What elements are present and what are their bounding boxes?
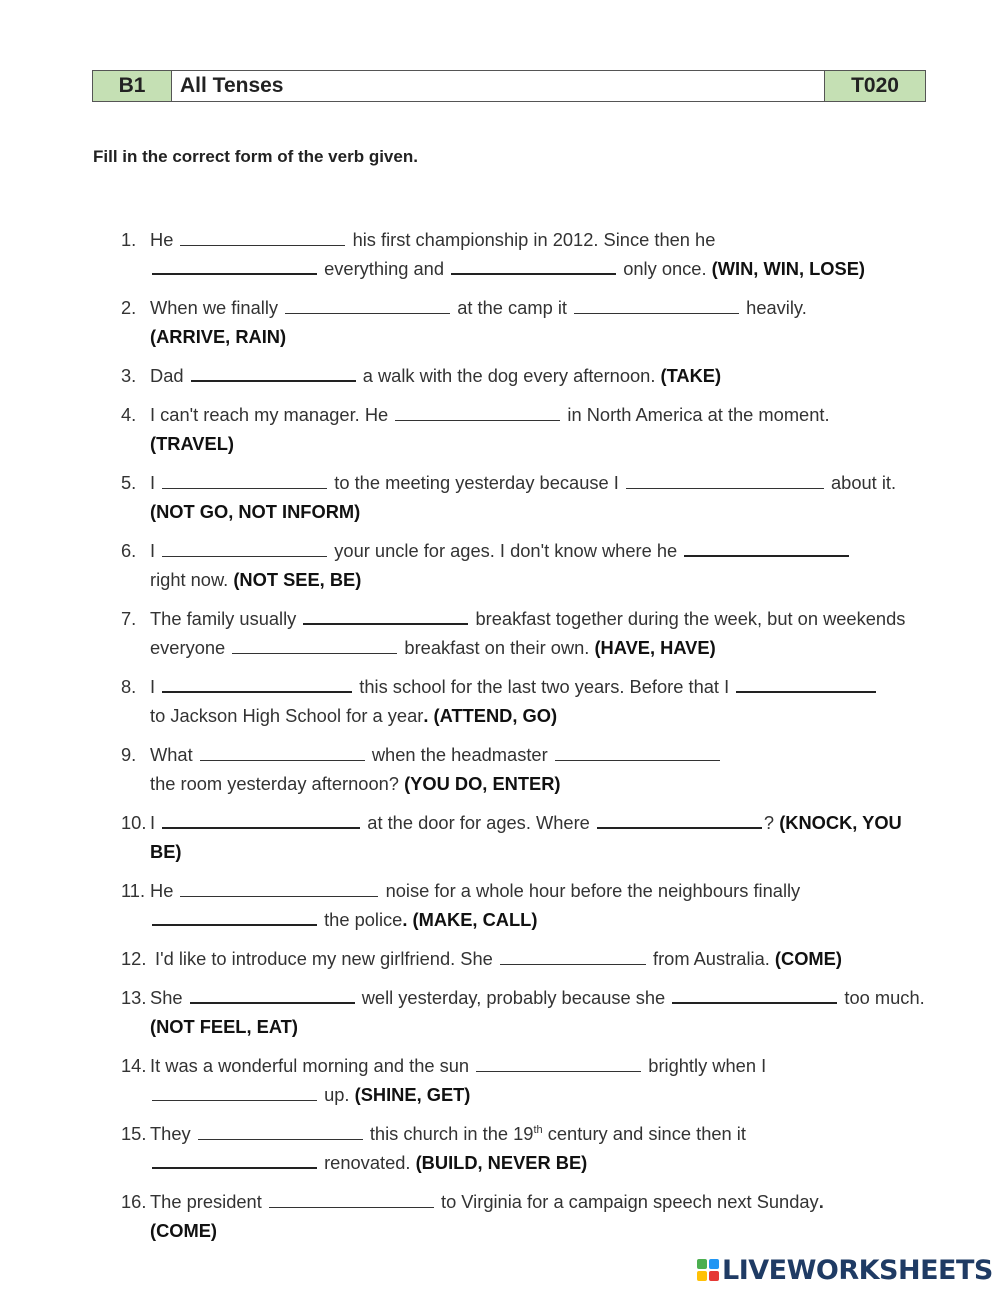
exercise-list [121, 225, 926, 1255]
exercise-text: What [150, 744, 193, 765]
exercise-text: I [150, 676, 156, 697]
exercise-text: when the headmaster [371, 744, 548, 765]
answer-blank[interactable] [162, 538, 327, 557]
exercise-text: renovated. [324, 1152, 411, 1173]
answer-blank[interactable] [500, 946, 646, 965]
exercise-text: I [150, 812, 156, 833]
answer-blank[interactable] [180, 227, 345, 246]
exercise-text: about it. [831, 472, 897, 493]
answer-blank[interactable] [152, 906, 317, 926]
exercise-11 [121, 876, 926, 934]
exercise-number: 14. [121, 1055, 147, 1076]
answer-blank[interactable] [191, 362, 356, 382]
answer-blank[interactable] [672, 984, 837, 1004]
verb-hint: (NOT GO, NOT INFORM) [150, 501, 361, 522]
answer-blank[interactable] [451, 255, 616, 275]
exercise-text: It was a wonderful morning and the sun [150, 1055, 470, 1076]
exercise-text: in North America at the moment. [567, 404, 830, 425]
exercise-text: I can't reach my manager. He [150, 404, 389, 425]
exercise-text: up. [324, 1084, 350, 1105]
answer-blank[interactable] [180, 878, 378, 897]
exercise-text: your uncle for ages. I don't know where he [334, 540, 678, 561]
verb-hint: (HAVE, HAVE) [594, 637, 716, 658]
exercise-text: ? [763, 812, 775, 833]
exercise-text: brightly when I [648, 1055, 767, 1076]
exercise-text: I [150, 540, 156, 561]
exercise-3 [121, 361, 926, 390]
answer-blank[interactable] [285, 295, 450, 314]
exercise-number: 7. [121, 608, 137, 629]
exercise-text: heavily. [746, 297, 807, 318]
exercise-5 [121, 468, 926, 526]
code-cell: T020 [824, 71, 925, 101]
verb-hint: (WIN, WIN, LOSE) [711, 258, 865, 279]
verb-hint: . (ATTEND, GO) [423, 705, 558, 726]
exercise-number: 1. [121, 229, 137, 250]
answer-blank[interactable] [152, 1082, 317, 1101]
period: . [818, 1191, 824, 1212]
verb-hint: (BUILD, NEVER BE) [415, 1152, 588, 1173]
exercise-number: 16. [121, 1191, 147, 1212]
exercise-text: from Australia. [652, 948, 770, 969]
exercise-text: He [150, 880, 174, 901]
exercise-number: 11. [121, 880, 146, 901]
exercise-text: at the door for ages. Where [367, 812, 590, 833]
exercise-number: 8. [121, 676, 137, 697]
exercise-6 [121, 536, 926, 594]
exercise-number: 4. [121, 404, 137, 425]
exercise-text: The president [150, 1191, 262, 1212]
exercise-9 [121, 740, 926, 798]
answer-blank[interactable] [162, 470, 327, 489]
answer-blank[interactable] [162, 673, 352, 693]
exercise-number: 12. [121, 948, 147, 969]
answer-blank[interactable] [736, 673, 876, 693]
exercise-text: century and since then it [547, 1123, 746, 1144]
exercise-text: Dad [150, 365, 184, 386]
exercise-text: everything and [324, 258, 445, 279]
answer-blank[interactable] [200, 742, 365, 761]
title-cell: All Tenses [180, 74, 284, 97]
answer-blank[interactable] [303, 605, 468, 625]
answer-blank[interactable] [395, 402, 560, 421]
exercise-text: to Jackson High School for a year [150, 705, 424, 726]
exercise-number: 3. [121, 365, 137, 386]
exercise-text: this school for the last two years. Before that I [359, 676, 730, 697]
level-cell: B1 [93, 71, 172, 101]
exercise-1 [121, 225, 926, 283]
verb-hint: (SHINE, GET) [354, 1084, 471, 1105]
exercise-7 [121, 604, 926, 662]
answer-blank[interactable] [684, 537, 849, 557]
verb-hint: (ARRIVE, RAIN) [150, 326, 287, 347]
exercise-text: When we finally [150, 297, 279, 318]
verb-hint: (COME) [150, 1220, 218, 1241]
verb-hint: (TRAVEL) [150, 433, 234, 454]
answer-blank[interactable] [626, 470, 824, 489]
exercise-13 [121, 983, 926, 1041]
logo-text: LIVEWORKSHEETS [722, 1254, 993, 1286]
exercise-10 [121, 808, 926, 866]
exercise-14 [121, 1051, 926, 1109]
answer-blank[interactable] [198, 1121, 363, 1140]
exercise-text: I [150, 472, 156, 493]
exercise-text: He [150, 229, 174, 250]
exercise-text: well yesterday, probably because she [361, 987, 666, 1008]
exercise-text: right now. [150, 569, 229, 590]
answer-blank[interactable] [152, 255, 317, 275]
exercise-text: I'd like to introduce my new girlfriend. She [155, 948, 493, 969]
exercise-number: 10. [121, 812, 147, 833]
verb-hint: (TAKE) [660, 365, 722, 386]
exercise-text: at the camp it [457, 297, 567, 318]
exercise-text: to Virginia for a campaign speech next Sunday [440, 1191, 819, 1212]
exercise-16 [121, 1187, 926, 1245]
exercise-text: to the meeting yesterday because I [334, 472, 619, 493]
exercise-number: 6. [121, 540, 137, 561]
answer-blank[interactable] [190, 984, 355, 1004]
exercise-number: 2. [121, 297, 137, 318]
answer-blank[interactable] [152, 1149, 317, 1169]
exercise-4 [121, 400, 926, 458]
exercise-text: The family usually [150, 608, 297, 629]
exercise-number: 13. [121, 987, 147, 1008]
exercise-8 [121, 672, 926, 730]
exercise-text: the room yesterday afternoon? [150, 773, 399, 794]
exercise-number: 9. [121, 744, 137, 765]
superscript: th [533, 1123, 543, 1136]
exercise-text: the police [324, 909, 403, 930]
verb-hint: (KNOCK, YOU BE) [150, 812, 902, 862]
exercise-12 [121, 944, 926, 973]
exercise-number: 15. [121, 1123, 147, 1144]
exercise-text: a walk with the dog every afternoon. [362, 365, 656, 386]
verb-hint: (YOU DO, ENTER) [404, 773, 561, 794]
header-table [92, 70, 926, 102]
answer-blank[interactable] [476, 1053, 641, 1072]
answer-blank[interactable] [555, 742, 720, 761]
exercise-2 [121, 293, 926, 351]
exercise-number: 5. [121, 472, 137, 493]
answer-blank[interactable] [232, 635, 397, 654]
instruction-text: Fill in the correct form of the verb given. [93, 147, 418, 166]
exercise-text: breakfast together during the week, but on weekends everyone [150, 608, 906, 658]
answer-blank[interactable] [162, 809, 360, 829]
answer-blank[interactable] [574, 295, 739, 314]
verb-hint: . (MAKE, CALL) [402, 909, 538, 930]
liveworksheets-logo [697, 1254, 993, 1286]
verb-hint: (NOT FEEL, EAT) [150, 1016, 298, 1037]
exercise-text: She [150, 987, 183, 1008]
exercise-text: breakfast on their own. [404, 637, 590, 658]
exercise-text: They [150, 1123, 191, 1144]
verb-hint: (NOT SEE, BE) [233, 569, 362, 590]
logo-icon [697, 1259, 719, 1281]
exercise-text: only once. [623, 258, 707, 279]
answer-blank[interactable] [597, 809, 762, 829]
verb-hint: (COME) [774, 948, 842, 969]
exercise-text: his first championship in 2012. Since then he [352, 229, 716, 250]
exercise-15 [121, 1119, 926, 1177]
exercise-text: too much. [844, 987, 925, 1008]
answer-blank[interactable] [269, 1189, 434, 1208]
exercise-text: this church in the 19 [369, 1123, 534, 1144]
exercise-text: noise for a whole hour before the neighbours finally [385, 880, 801, 901]
